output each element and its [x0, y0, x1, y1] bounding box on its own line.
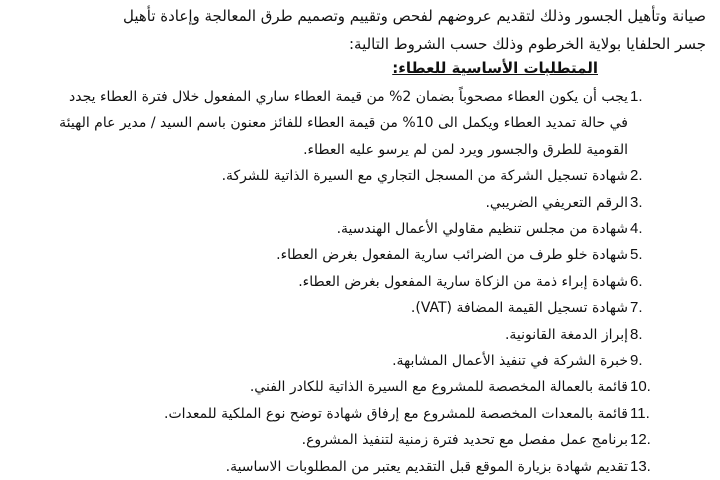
requirement-number: 6. — [630, 272, 643, 290]
requirement-item — [8, 295, 643, 321]
requirement-number: 10. — [630, 378, 651, 396]
requirement-number: 7. — [630, 299, 643, 317]
requirement-text: إبراز الدمغة القانونية. — [504, 326, 628, 343]
requirement-item — [8, 84, 643, 163]
requirement-number: 4. — [630, 220, 643, 238]
requirement-text: يجب أن يكون العطاء مصحوباً بضمان 2% من قيمة العطاء ساري المفعول خلال فترة العطاء يجدد — [69, 89, 628, 105]
requirement-number: 3. — [630, 193, 643, 211]
requirement-text: الرقم التعريفي الضريبي. — [485, 194, 628, 211]
requirement-number: 2. — [630, 167, 643, 185]
requirement-number: 13. — [630, 457, 651, 475]
requirement-number: 5. — [630, 246, 643, 264]
requirement-text: قائمة بالعمالة المخصصة للمشروع مع السيرة الذاتية للكادر الفني. — [249, 379, 628, 396]
requirements-list — [8, 84, 651, 480]
requirement-text: شهادة تسجيل الشركة من المسجل التجاري مع السيرة الذاتية للشركة. — [221, 168, 628, 185]
requirement-text: خبرة الشركة في تنفيذ الأعمال المشابهة. — [392, 353, 628, 370]
requirement-text: تقديم شهادة بزيارة الموقع قبل التقديم يعتبر من المطلوبات الاساسية. — [225, 458, 628, 475]
requirement-text: في حالة تمديد العطاء ويكمل الى 10% من قيمة العطاء للفائز معنون باسم السيد / مدير عام الهيئة — [59, 115, 628, 132]
requirement-number: 9. — [630, 352, 643, 370]
requirement-number: 12. — [630, 431, 651, 449]
requirement-text: قائمة بالمعدات المخصصة للمشروع مع إرفاق شهادة توضح نوع الملكية للمعدات. — [164, 405, 628, 422]
intro-line-2: جسر الحلفايا بولاية الخرطوم وذلك حسب الشروط التالية: — [348, 35, 706, 53]
requirement-item — [8, 454, 651, 480]
requirement-item — [8, 401, 650, 427]
requirement-text: برنامج عمل مفصل مع تحديد فترة زمنية لتنفيذ المشروع. — [301, 432, 628, 449]
requirement-item — [8, 427, 651, 453]
requirement-number: 11. — [630, 404, 650, 422]
requirement-item — [8, 190, 643, 216]
requirement-text: القومية للطرق والجسور ويرد لمن لم يرسو عليه العطاء. — [303, 141, 628, 158]
requirement-text: شهادة تسجيل القيمة المضافة (VAT). — [410, 300, 628, 317]
requirement-text: شهادة خلو طرف من الضرائب سارية المفعول بغرض العطاء. — [276, 247, 628, 264]
requirement-number: 8. — [630, 325, 643, 343]
requirement-text: شهادة إبراء ذمة من الزكاة سارية المفعول بغرض العطاء. — [298, 273, 628, 290]
requirement-number: 1. — [630, 88, 643, 105]
requirement-item — [8, 374, 651, 400]
requirement-item — [8, 322, 643, 348]
section-title: المتطلبات الأساسية للعطاء: — [392, 59, 598, 77]
requirement-item — [8, 216, 643, 242]
intro-line-1: صيانة وتأهيل الجسور وذلك لتقديم عروضهم لفحص وتقييم وتصميم طرق المعالجة وإعادة تأهيل — [122, 7, 706, 25]
requirement-item — [8, 242, 643, 268]
requirement-item — [8, 269, 643, 295]
intro-paragraph — [8, 2, 706, 58]
requirement-item — [8, 163, 643, 189]
requirement-item — [8, 348, 643, 374]
requirement-text: شهادة من مجلس تنظيم مقاولي الأعمال الهندسية. — [336, 221, 628, 238]
